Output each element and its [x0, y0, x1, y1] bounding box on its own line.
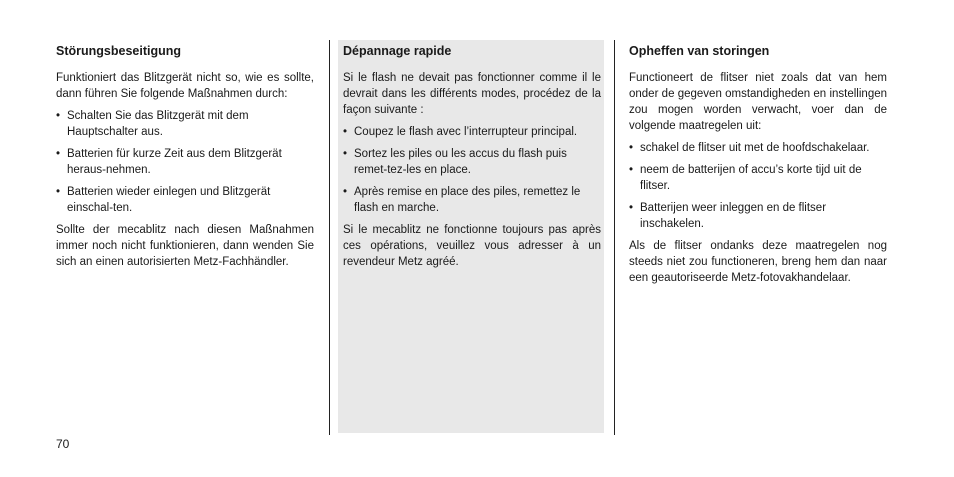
german-heading: Störungsbeseitigung [56, 44, 181, 58]
dutch-heading: Opheffen van storingen [629, 44, 770, 58]
german-step: • Schalten Sie das Blitzgerät mit dem Hauptschalter aus. [56, 108, 314, 140]
german-intro: Funktioniert das Blitzgerät nicht so, wie es sollte, dann führen Sie folgende Maßnahmen durch: [56, 72, 314, 100]
dutch-step: • neem de batterijen of accu’s korte tijd uit de flitser. [629, 162, 887, 194]
dutch-outro: Als de flitser ondanks deze maatregelen nog steeds niet zou functioneren, breng hem dan naar een geautoriseerde Metz-fotovakhandelaar. [629, 240, 887, 284]
french-step: • Sortez les piles ou les accus du flash puis remet-tez-les en place. [343, 146, 601, 178]
dutch-steps-list [629, 140, 887, 232]
french-steps-list [343, 124, 601, 216]
dutch-column [629, 42, 887, 292]
dutch-step: • Batterijen weer inleggen en de flitser inschakelen. [629, 200, 887, 232]
german-step: • Batterien für kurze Zeit aus dem Blitzgerät heraus-nehmen. [56, 146, 314, 178]
german-step: • Batterien wieder einlegen und Blitzgerät einschal-ten. [56, 184, 314, 216]
german-outro: Sollte der mecablitz nach diesen Maßnahmen immer noch nicht funktionieren, dann wenden Sie sich an einen autorisierten Metz-Fachhändler. [56, 224, 314, 268]
french-step: • Coupez le flash avec l’interrupteur principal. [343, 124, 601, 140]
column-divider [614, 40, 615, 435]
french-heading: Dépannage rapide [343, 44, 452, 58]
french-outro: Si le mecablitz ne fonctionne toujours pas après ces opérations, veuillez vous adresser à un revendeur Metz agréé. [343, 224, 601, 268]
dutch-step: • schakel de flitser uit met de hoofdschakelaar. [629, 140, 887, 156]
french-intro: Si le flash ne devait pas fonctionner comme il le devrait dans les différents modes, procédez de la façon suivante : [343, 72, 601, 116]
page-number: 70 [56, 437, 70, 451]
french-column [338, 40, 604, 433]
french-step: • Après remise en place des piles, remettez le flash en marche. [343, 184, 601, 216]
column-divider [329, 40, 330, 435]
german-column [56, 42, 314, 276]
dutch-intro: Functioneert de flitser niet zoals dat van hem onder de gegeven omstandigheden en instellingen zou mogen worden verwacht, voer dan de volgende maatregelen uit: [629, 72, 887, 132]
german-steps-list [56, 108, 314, 216]
